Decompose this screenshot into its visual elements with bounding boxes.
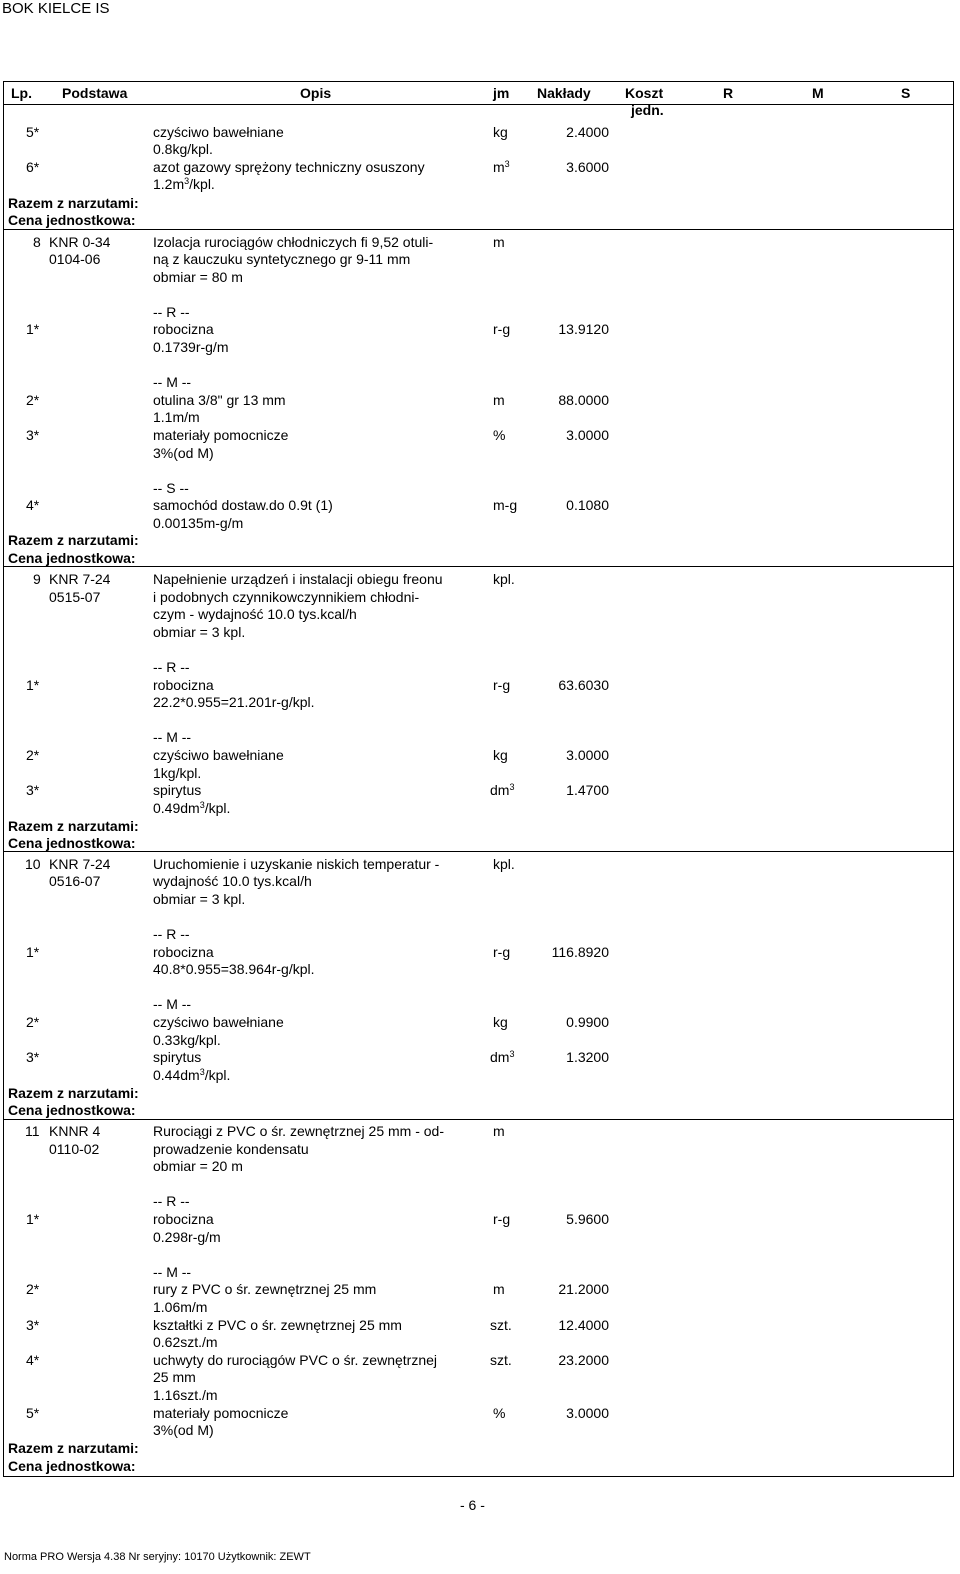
razem-label: Razem z narzutami:: [8, 818, 139, 834]
position-base: KNNR 4: [49, 1123, 101, 1139]
row-jm: kg: [493, 1014, 508, 1030]
row-jm: szt.: [490, 1317, 512, 1333]
cena-label: Cena jednostkowa:: [8, 835, 136, 851]
section-r-header: -- R --: [153, 304, 190, 320]
cena-label: Cena jednostkowa:: [8, 1102, 136, 1118]
position-separator: [3, 566, 954, 567]
row-value: 1.3200: [566, 1049, 609, 1065]
row-norm: 0.00135m-g/m: [153, 515, 244, 531]
section-m-header: -- M --: [153, 1264, 192, 1280]
col-podstawa: Podstawa: [62, 85, 128, 101]
row-value: 2.4000: [566, 124, 609, 140]
position-quantity: obmiar = 20 m: [153, 1158, 243, 1174]
row-lp: 3*: [26, 782, 40, 798]
footer-text: Norma PRO Wersja 4.38 Nr seryjny: 10170 Użytkownik: ZEWT: [4, 1551, 311, 1563]
table-top-border: [3, 81, 954, 82]
row-desc: robocizna: [153, 321, 214, 337]
col-s: S: [901, 85, 911, 101]
position-desc: ną z kauczuku syntetycznego gr 9-11 mm: [153, 251, 411, 267]
razem-label: Razem z narzutami:: [8, 1085, 139, 1101]
row-jm: kg: [493, 747, 508, 763]
row-value: 88.0000: [558, 392, 609, 408]
document-title: BOK KIELCE IS: [2, 0, 110, 17]
row-value: 63.6030: [558, 677, 609, 693]
section-m-header: -- M --: [153, 729, 192, 745]
row-value: 1.4700: [566, 782, 609, 798]
col-lp: Lp.: [11, 85, 32, 101]
row-jm: szt.: [490, 1352, 512, 1368]
row-jm: $dm^3$: [490, 782, 515, 798]
row-norm: 1kg/kpl.: [153, 765, 202, 781]
col-koszt: Koszt: [625, 85, 664, 101]
row-desc: materiały pomocnicze: [153, 427, 289, 443]
position-separator: [3, 851, 954, 852]
row-desc: 25 mm: [153, 1369, 196, 1385]
row-jm: m-g: [493, 497, 518, 513]
position-number: 8: [33, 234, 41, 250]
position-desc: wydajność 10.0 tys.kcal/h: [153, 873, 312, 889]
position-desc: Rurociągi z PVC o śr. zewnętrznej 25 mm - od-: [153, 1123, 444, 1139]
section-m-header: -- M --: [153, 996, 192, 1012]
row-lp: 4*: [26, 1352, 40, 1368]
row-norm: 0.1739r-g/m: [153, 339, 229, 355]
razem-label: Razem z narzutami:: [8, 1440, 139, 1456]
row-lp: 2*: [26, 747, 40, 763]
row-jm: %: [493, 1405, 506, 1421]
col-jm: jm: [493, 85, 510, 101]
row-value: 21.2000: [558, 1281, 609, 1297]
row-lp: 1*: [26, 944, 40, 960]
row-value: 23.2000: [558, 1352, 609, 1368]
row-norm: 1.06m/m: [153, 1299, 208, 1315]
cena-label: Cena jednostkowa:: [8, 550, 136, 566]
position-jm: m: [493, 234, 505, 250]
position-desc: Napełnienie urządzeń i instalacji obiegu freonu: [153, 571, 443, 587]
row-jm: r-g: [493, 944, 511, 960]
position-number: 10: [25, 856, 41, 872]
row-jm: r-g: [493, 1211, 511, 1227]
row-norm: 22.2*0.955=21.201r-g/kpl.: [153, 694, 315, 710]
row-norm: 0.298r-g/m: [153, 1229, 221, 1245]
row-desc: kształtki z PVC o śr. zewnętrznej 25 mm: [153, 1317, 402, 1333]
position-desc: i podobnych czynnikowczynnikiem chłodni-: [153, 589, 420, 605]
row-norm: $0.49dm^3$/kpl.: [153, 800, 231, 816]
position-jm: m: [493, 1123, 505, 1139]
row-desc: rury z PVC o śr. zewnętrznej 25 mm: [153, 1281, 377, 1297]
position-base: KNR 7-24: [49, 856, 111, 872]
row-jm: r-g: [493, 677, 511, 693]
row-lp: 6*: [26, 159, 40, 175]
position-base: 0516-07: [49, 873, 101, 889]
row-lp: 3*: [26, 427, 40, 443]
position-desc: czym - wydajność 10.0 tys.kcal/h: [153, 606, 357, 622]
row-value: 13.9120: [558, 321, 609, 337]
row-lp: 2*: [26, 1281, 40, 1297]
row-lp: 4*: [26, 497, 40, 513]
section-r-header: -- R --: [153, 659, 190, 675]
row-value: 3.0000: [566, 747, 609, 763]
position-quantity: obmiar = 3 kpl.: [153, 624, 246, 640]
section-s-header: -- S --: [153, 480, 189, 496]
row-value: 3.6000: [566, 159, 609, 175]
position-desc: prowadzenie kondensatu: [153, 1141, 309, 1157]
table-bottom-border: [3, 1476, 954, 1477]
row-lp: 5*: [26, 1405, 40, 1421]
row-jm: $m^3$: [493, 159, 510, 175]
row-lp: 1*: [26, 677, 40, 693]
col-opis: Opis: [300, 85, 332, 101]
position-jm: kpl.: [493, 571, 515, 587]
row-desc: czyściwo bawełniane: [153, 747, 284, 763]
row-value: 3.0000: [566, 1405, 609, 1421]
section-m-header: -- M --: [153, 374, 192, 390]
position-base: KNR 7-24: [49, 571, 111, 587]
row-value: 12.4000: [558, 1317, 609, 1333]
position-base: KNR 0-34: [49, 234, 111, 250]
row-value: 5.9600: [566, 1211, 609, 1227]
position-base: 0110-02: [49, 1141, 100, 1157]
row-value: 3.0000: [566, 427, 609, 443]
row-norm: 1.1m/m: [153, 409, 200, 425]
row-norm: 0.33kg/kpl.: [153, 1032, 221, 1048]
position-base: 0104-06: [49, 251, 101, 267]
col-m: M: [812, 85, 824, 101]
position-jm: kpl.: [493, 856, 515, 872]
position-number: 9: [33, 571, 41, 587]
col-naklady: Nakłady: [537, 85, 591, 101]
row-desc: robocizna: [153, 944, 214, 960]
row-desc: uchwyty do rurociągów PVC o śr. zewnętrznej: [153, 1352, 438, 1368]
row-norm: 3%(od M): [153, 1422, 214, 1438]
row-jm: m: [493, 392, 505, 408]
row-norm: 40.8*0.955=38.964r-g/kpl.: [153, 961, 315, 977]
position-base: 0515-07: [49, 589, 101, 605]
row-jm: $dm^3$: [490, 1049, 515, 1065]
row-desc: azot gazowy sprężony techniczny osuszony: [153, 159, 425, 175]
position-desc: Uruchomienie i uzyskanie niskich temperatur -: [153, 856, 440, 872]
cena-label: Cena jednostkowa:: [8, 212, 136, 228]
row-norm: 1.16szt./m: [153, 1387, 218, 1403]
row-desc: robocizna: [153, 1211, 214, 1227]
row-desc: spirytus: [153, 1049, 202, 1065]
section-r-header: -- R --: [153, 926, 190, 942]
row-jm: %: [493, 427, 506, 443]
row-lp: 3*: [26, 1317, 40, 1333]
col-koszt-jedn: jedn.: [631, 102, 664, 118]
row-lp: 2*: [26, 392, 40, 408]
table-right-border: [953, 81, 954, 1477]
header-bottom-border: [3, 104, 954, 105]
row-lp: 1*: [26, 321, 40, 337]
row-value: 0.9900: [566, 1014, 609, 1030]
row-jm: kg: [493, 124, 508, 140]
row-norm: 0.62szt./m: [153, 1334, 218, 1350]
position-quantity: obmiar = 80 m: [153, 269, 243, 285]
row-norm: 3%(od M): [153, 445, 214, 461]
col-r: R: [723, 85, 734, 101]
row-jm: m: [493, 1281, 505, 1297]
cena-label: Cena jednostkowa:: [8, 1458, 136, 1474]
row-lp: 2*: [26, 1014, 40, 1030]
row-value: 0.1080: [566, 497, 609, 513]
position-number: 11: [25, 1123, 40, 1139]
row-jm: r-g: [493, 321, 511, 337]
row-norm: 0.8kg/kpl.: [153, 141, 213, 157]
table-left-border: [3, 81, 4, 1477]
row-norm: $0.44dm^3$/kpl.: [153, 1067, 231, 1083]
position-desc: Izolacja rurociągów chłodniczych fi 9,52 otuli-: [153, 234, 434, 250]
row-lp: 5*: [26, 124, 40, 140]
razem-label: Razem z narzutami:: [8, 532, 139, 548]
position-separator: [3, 229, 954, 230]
row-desc: czyściwo bawełniane: [153, 124, 284, 140]
row-lp: 1*: [26, 1211, 40, 1227]
row-desc: robocizna: [153, 677, 214, 693]
position-quantity: obmiar = 3 kpl.: [153, 891, 246, 907]
page-number: - 6 -: [460, 1497, 485, 1513]
row-desc: spirytus: [153, 782, 202, 798]
position-separator: [3, 1119, 954, 1120]
row-value: 116.8920: [551, 944, 609, 960]
razem-label: Razem z narzutami:: [8, 195, 139, 211]
row-desc: otulina 3/8" gr 13 mm: [153, 392, 286, 408]
section-r-header: -- R --: [153, 1193, 190, 1209]
row-desc: samochód dostaw.do 0.9t (1): [153, 497, 333, 513]
row-desc: czyściwo bawełniane: [153, 1014, 284, 1030]
row-norm: $1.2m^3$/kpl.: [153, 176, 215, 192]
row-lp: 3*: [26, 1049, 40, 1065]
row-desc: materiały pomocnicze: [153, 1405, 289, 1421]
